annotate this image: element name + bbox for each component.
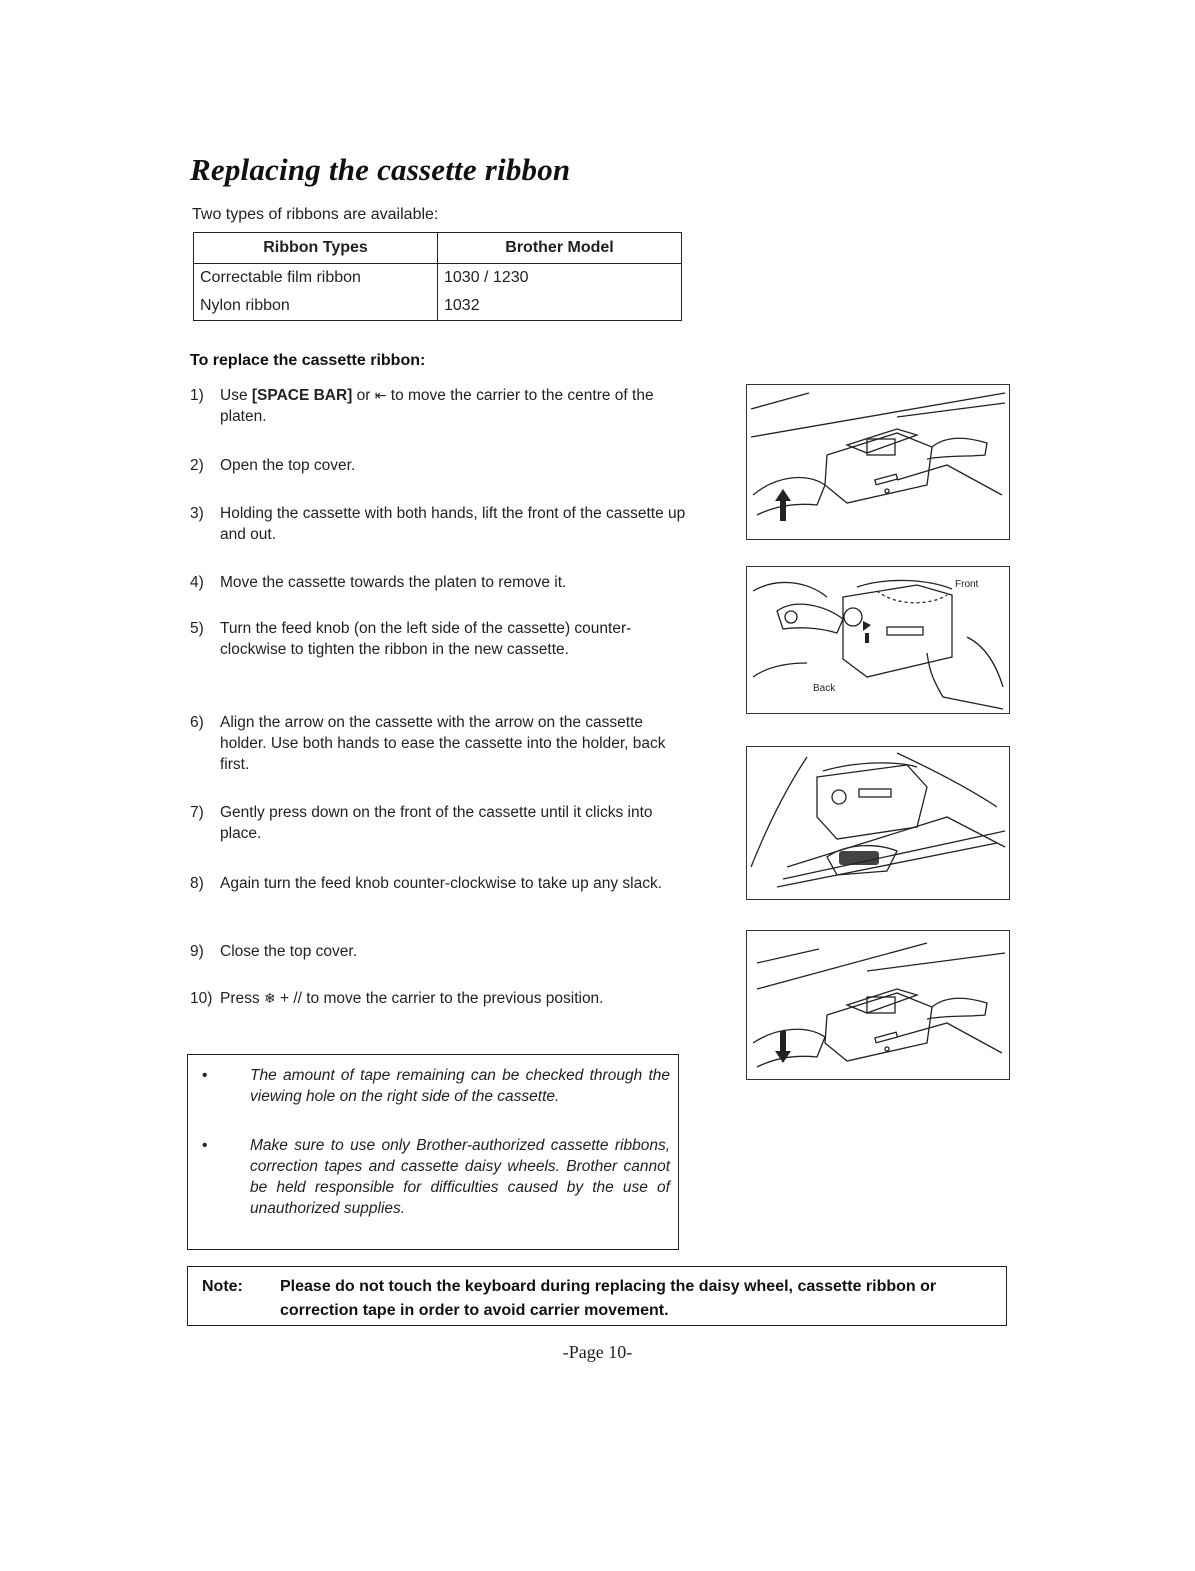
step-text: Holding the cassette with both hands, lift the front of the cassette up and out. xyxy=(220,505,686,543)
bullet-icon: • xyxy=(202,1067,208,1084)
table-header: Brother Model xyxy=(438,233,682,264)
step-text-part: or xyxy=(352,387,375,404)
ribbon-types-table xyxy=(193,232,682,321)
step-number: 2) xyxy=(190,457,204,474)
intro-text: Two types of ribbons are available: xyxy=(192,206,439,223)
steps-heading: To replace the cassette ribbon: xyxy=(190,352,426,369)
figure-insert-cassette xyxy=(746,746,1010,900)
page-title: Replacing the cassette ribbon xyxy=(190,152,571,187)
step-text-part: to move the carrier to the centre of the platen. xyxy=(220,387,654,425)
step-number: 7) xyxy=(190,804,204,821)
tips-box xyxy=(187,1054,679,1250)
step-text: Again turn the feed knob counter-clockwise to take up any slack. xyxy=(220,875,662,892)
table-row xyxy=(194,264,682,293)
close-cover-illustration xyxy=(747,931,1009,1079)
table-header: Ribbon Types xyxy=(194,233,438,264)
table-header-row xyxy=(194,233,682,264)
figure-close-cover xyxy=(746,930,1010,1080)
front-label: Front xyxy=(955,579,979,590)
step-text: Open the top cover. xyxy=(220,457,356,474)
step-text xyxy=(220,988,690,1009)
table-cell: Nylon ribbon xyxy=(194,292,438,321)
step-text: Align the arrow on the cassette with the arrow on the cassette holder. Use both hands to ease the cassette into the holder, back first. xyxy=(220,714,666,773)
step-number: 4) xyxy=(190,574,204,591)
space-bar-key: [SPACE BAR] xyxy=(251,387,353,404)
page-number: -Page 10- xyxy=(562,1342,633,1362)
step-text: Move the cassette towards the platen to remove it. xyxy=(220,574,567,591)
figure-lift-cassette xyxy=(746,384,1010,540)
step-number: 9) xyxy=(190,943,204,960)
step-number: 1) xyxy=(190,387,204,404)
step-number: 5) xyxy=(190,620,204,637)
step-number: 6) xyxy=(190,714,204,731)
feed-knob-illustration xyxy=(747,567,1009,713)
lift-cassette-illustration xyxy=(747,385,1009,539)
step-text xyxy=(220,385,690,427)
table-row xyxy=(194,292,682,321)
backspace-key-icon: ⇤ xyxy=(374,387,387,403)
figure-feed-knob xyxy=(746,566,1010,714)
note-label: Note: xyxy=(202,1278,243,1295)
note-box xyxy=(187,1266,1007,1326)
step-text-part: + // to move the carrier to the previous position. xyxy=(275,990,604,1007)
step-number: 10) xyxy=(190,990,213,1007)
insert-cassette-illustration xyxy=(747,747,1009,899)
note-text: Please do not touch the keyboard during replacing the daisy wheel, cassette ribbon or correction tape in order to avoid carrier movement. xyxy=(280,1278,937,1319)
tip-text: The amount of tape remaining can be checked through the viewing hole on the right side of the cassette. xyxy=(250,1067,670,1105)
code-key-icon: ❄ xyxy=(263,990,276,1006)
tip-text: Make sure to use only Brother-authorized cassette ribbons, correction tapes and cassette daisy wheels. Brother cannot be held responsible for difficulties caused by the use of unauthorized supplies. xyxy=(250,1137,670,1217)
back-label: Back xyxy=(813,683,836,694)
step-text-part: Press xyxy=(220,990,264,1007)
bullet-icon: • xyxy=(202,1137,208,1154)
step-text: Gently press down on the front of the cassette until it clicks into place. xyxy=(220,804,653,842)
table-cell: Correctable film ribbon xyxy=(194,264,438,293)
table-cell: 1030 / 1230 xyxy=(438,264,682,293)
step-text: Close the top cover. xyxy=(220,943,357,960)
step-number: 3) xyxy=(190,505,204,522)
step-number: 8) xyxy=(190,875,204,892)
table-cell: 1032 xyxy=(438,292,682,321)
step-text-part: Use xyxy=(220,387,252,404)
step-text: Turn the feed knob (on the left side of the cassette) counter-clockwise to tighten the ribbon in the new cassette. xyxy=(220,620,632,658)
